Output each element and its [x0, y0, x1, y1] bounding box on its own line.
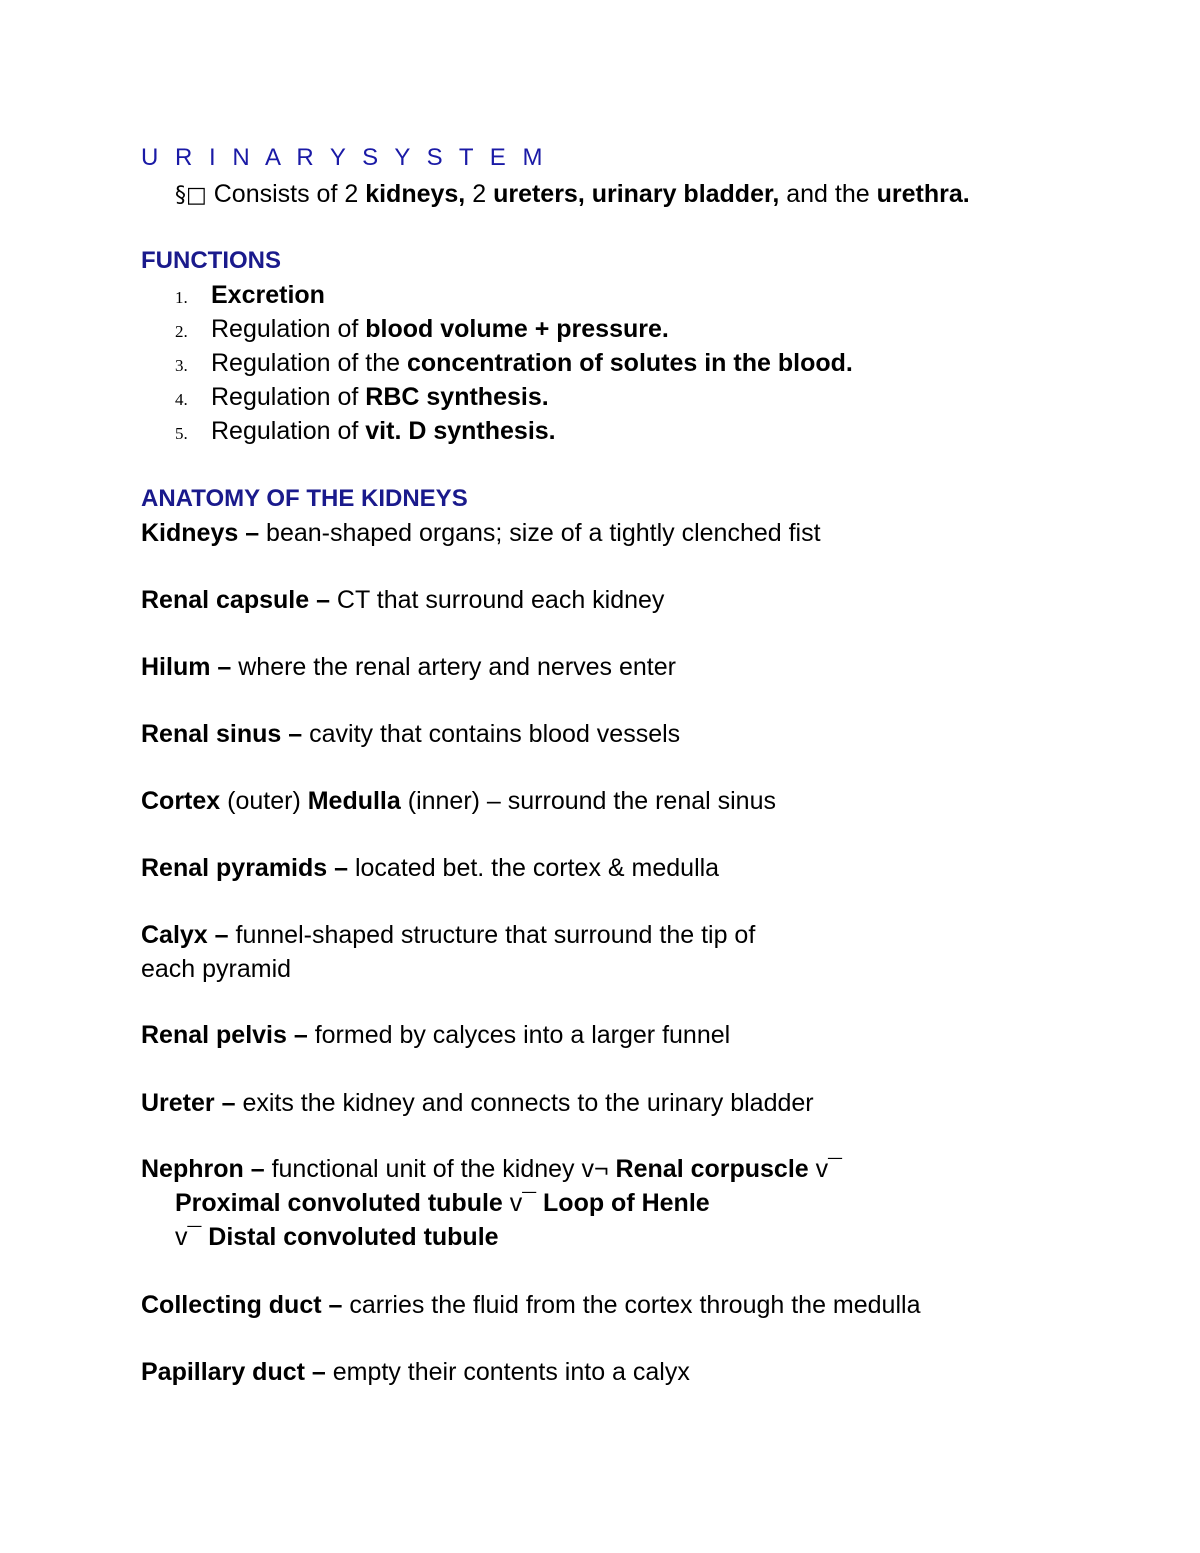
- bullet-symbol: v¯: [175, 1223, 202, 1251]
- definition-collecting-duct: Collecting duct – carries the fluid from the cortex through the medulla: [141, 1291, 921, 1319]
- function-item: 4. Regulation of RBC synthesis.: [175, 383, 549, 411]
- bullet-symbol: v¯: [509, 1189, 537, 1217]
- definition-calyx: Calyx – funnel-shaped structure that surround the tip of: [141, 921, 756, 949]
- function-item: 3. Regulation of the concentration of solutes in the blood.: [175, 349, 853, 377]
- definition-renal-pyramids: Renal pyramids – located bet. the cortex & medulla: [141, 854, 720, 882]
- nephron-parts-line: Proximal convoluted tubule v¯ Loop of Henle: [175, 1189, 710, 1217]
- definition-nephron: Nephron – functional unit of the kidney v¬ Renal corpuscle v¯: [141, 1155, 842, 1183]
- missing-glyph-icon: □: [186, 183, 207, 208]
- definition-papillary-duct: Papillary duct – empty their contents into a calyx: [141, 1358, 690, 1386]
- function-item: 2. Regulation of blood volume + pressure.: [175, 315, 669, 343]
- document-title: U R I N A R Y S Y S T E M: [141, 144, 548, 171]
- definition-ureter: Ureter – exits the kidney and connects to the urinary bladder: [141, 1089, 814, 1117]
- anatomy-heading: ANATOMY OF THE KIDNEYS: [141, 485, 468, 512]
- definition-cortex-medulla: Cortex (outer) Medulla (inner) – surround the renal sinus: [141, 787, 776, 815]
- functions-heading: FUNCTIONS: [141, 247, 281, 274]
- bullet-symbol: v¬: [581, 1155, 609, 1183]
- definition-renal-pelvis: Renal pelvis – formed by calyces into a larger funnel: [141, 1021, 731, 1049]
- intro-line: §□ Consists of 2 kidneys, 2 ureters, urinary bladder, and the urethra.: [175, 180, 970, 208]
- function-item: 5. Regulation of vit. D synthesis.: [175, 417, 556, 445]
- definition-kidneys: Kidneys – bean-shaped organs; size of a tightly clenched fist: [141, 519, 821, 547]
- definition-renal-sinus: Renal sinus – cavity that contains blood vessels: [141, 720, 681, 748]
- nephron-parts-line: v¯ Distal convoluted tubule: [175, 1223, 499, 1251]
- definition-hilum: Hilum – where the renal artery and nerves enter: [141, 653, 676, 681]
- section-bullet: §: [175, 183, 186, 208]
- bullet-symbol: v¯: [815, 1155, 842, 1183]
- definition-renal-capsule: Renal capsule – CT that surround each kidney: [141, 586, 665, 614]
- function-item: 1. Excretion: [175, 281, 325, 309]
- definition-calyx-continued: each pyramid: [141, 955, 292, 983]
